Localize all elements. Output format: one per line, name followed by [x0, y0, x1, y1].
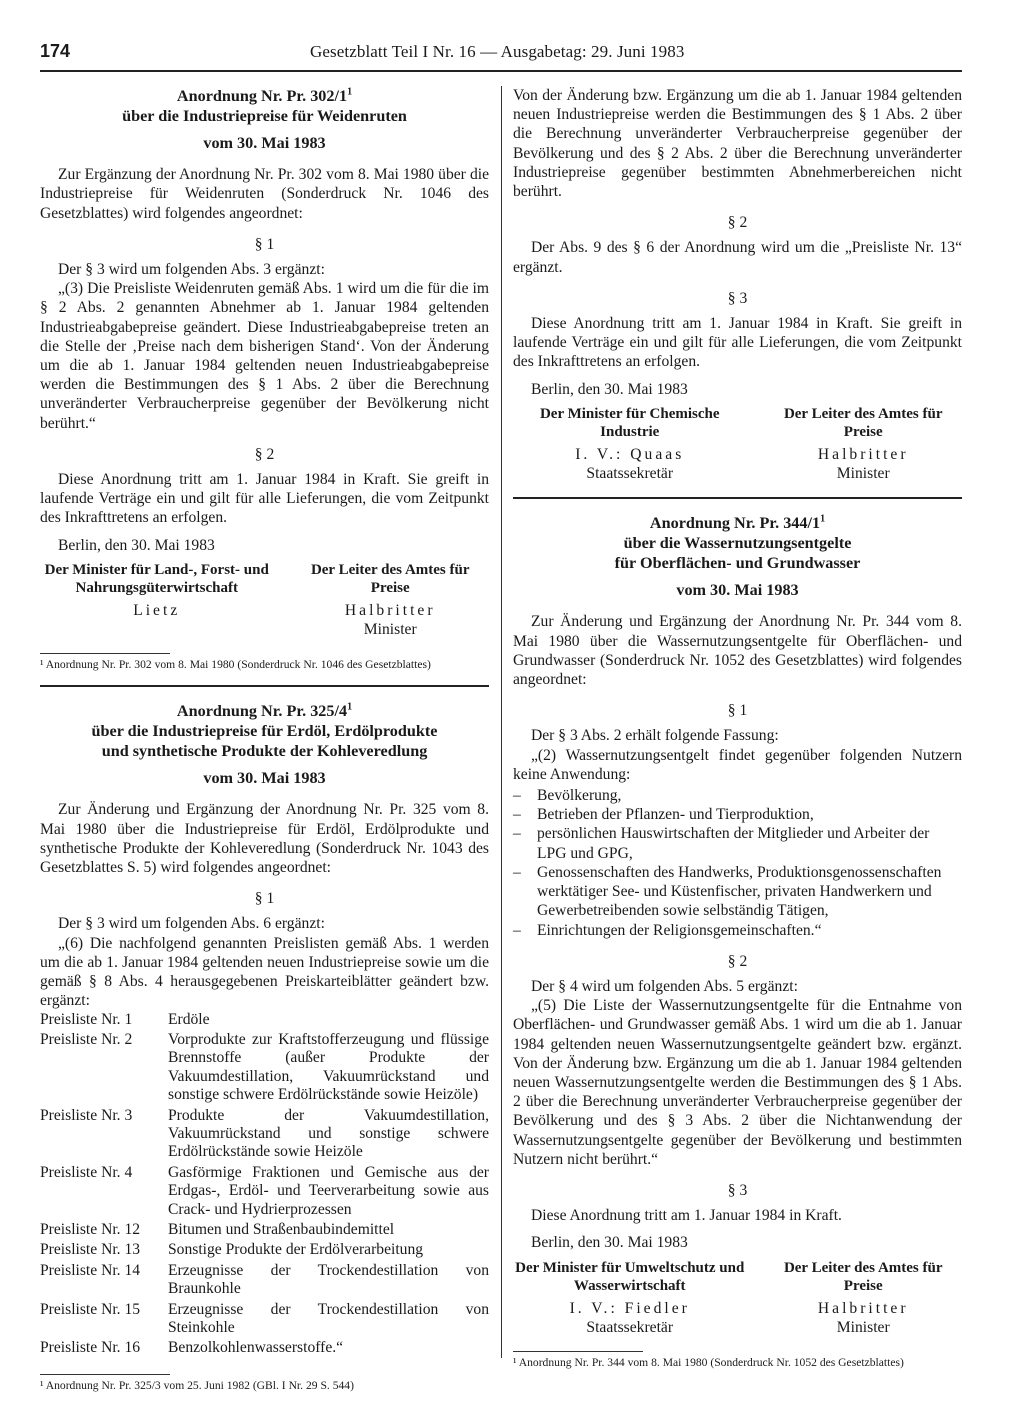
- price-list-label: Preisliste Nr. 14: [40, 1261, 141, 1279]
- section-text: Diese Anordnung tritt am 1. Januar 1984 in Kraft. Sie greift in laufende Verträge ein und gilt für alle Lieferungen, die vom Zeitpunkt des Inkrafttretens an erfolgen.: [40, 471, 489, 527]
- quoted-amendment: „(3) Die Preisliste Weidenruten gemäß Abs. 1 wird um die für die im § 2 Abs. 2 genannten Abnehmer ab 1. Januar 1984 geltenden Industrieabgabepreise geändert. Diese Industrieabgabepreise treten an die Stelle der ‚Preise nach dem bisherigen Stand‘. Von der Änderung um die ab 1. Januar 1984 geltenden neuen Industrieabgabepreise werden die Bestimmungen des § 1 Abs. 2 über die Berechnung unveränderter Verbraucherpreise gegenüber der Bevölkerung nicht berührt.“: [40, 280, 489, 432]
- price-list-description: Benzolkohlenwasserstoffe.“: [168, 1339, 344, 1357]
- page-number: 174: [40, 41, 71, 61]
- section-heading: § 1: [254, 235, 275, 253]
- price-list-label: Preisliste Nr. 13: [40, 1241, 141, 1259]
- quoted-amendment: „(2) Wassernutzungsentgelt findet gegenüber folgenden Nutzern keine Anwendung:: [513, 746, 962, 783]
- footnote-marker: 1: [820, 513, 826, 525]
- price-list-label: Preisliste Nr. 3: [40, 1106, 133, 1124]
- section-heading: § 3: [727, 289, 748, 307]
- ordinance-title: Anordnung Nr. Pr. $325/4^1$ über die Industriepreise für Erdöl, Erdölprodukte und synthetische Produkte der Kohleveredlung: [91, 701, 438, 761]
- price-list-row: [40, 1031, 489, 1107]
- footnote-marker: 1: [347, 86, 353, 98]
- price-list-description: Erzeugnisse der Trockendestillation von Braunkohle: [168, 1261, 489, 1298]
- signature-right: [764, 1259, 962, 1337]
- section-heading: § 2: [254, 445, 275, 463]
- section-heading: § 1: [727, 702, 748, 720]
- signatory-name: I. V.: Fiedler: [569, 1299, 690, 1317]
- signatory-title: Der Leiter des Amtes für Preise: [783, 1259, 943, 1294]
- footnote: ¹ Anordnung Nr. Pr. 344 vom 8. Mai 1980 (Sonderdruck Nr. 1052 des Gesetzblattes): [513, 1355, 904, 1369]
- price-list-row: [40, 1301, 489, 1340]
- price-list-label: Preisliste Nr. 16: [40, 1339, 141, 1357]
- signature-right: [291, 561, 489, 639]
- signature-left: [40, 561, 273, 639]
- ordinance-title: Anordnung Nr. Pr. $344/1^1$ über die Wassernutzungsentgelte für Oberflächen- und Grundwasser: [614, 513, 861, 573]
- price-list-table: [40, 1011, 489, 1360]
- signatory-title: Der Minister für Land-, Forst- und Nahrungsgüterwirtschaft: [44, 561, 269, 596]
- ordinance-date: vom 30. Mai 1983: [203, 769, 326, 788]
- footnote-rule: [40, 1374, 170, 1375]
- section-divider: [40, 685, 489, 687]
- footnote-rule: [513, 1351, 643, 1352]
- list-item: – Einrichtungen der Religionsgemeinschaften.“: [513, 921, 962, 940]
- signatory-name: Lietz: [133, 601, 181, 619]
- signatory-title: Der Minister für Chemische Industrie: [539, 405, 720, 440]
- price-list-row: [40, 1262, 489, 1301]
- signatory-name: Halbritter: [344, 601, 436, 619]
- price-list-label: Preisliste Nr. 4: [40, 1163, 133, 1181]
- place-date: Berlin, den 30. Mai 1983: [531, 380, 688, 398]
- signatory-role: Minister: [836, 465, 890, 483]
- signatory-role: Staatssekretär: [586, 465, 674, 483]
- list-item: – Betrieben der Pflanzen- und Tierproduktion,: [513, 805, 962, 824]
- signatory-title: Der Minister für Umweltschutz und Wasserwirtschaft: [515, 1259, 745, 1294]
- signature-left: [513, 1259, 746, 1337]
- price-list-description: Erdöle: [168, 1010, 210, 1028]
- section-text: Der § 3 wird um folgenden Abs. 3 ergänzt:: [58, 261, 325, 279]
- price-list-row: [40, 1011, 489, 1031]
- intro-paragraph: Zur Änderung und Ergänzung der Anordnung Nr. Pr. 325 vom 8. Mai 1980 über die Industriepreise für Erdöl, Erdölprodukte und synthetische Produkte der Kohleveredlung (Sonderdruck Nr. 1043 des Gesetzblattes S. 5) wird folgendes angeordnet:: [40, 801, 489, 877]
- signatory-role: Minister: [836, 1318, 890, 1336]
- section-heading: § 1: [254, 890, 275, 908]
- ordinance-325-continued: [513, 86, 962, 483]
- price-list-row: [40, 1339, 489, 1359]
- footnote-rule: [40, 653, 170, 654]
- price-list-description: Gasförmige Fraktionen und Gemische aus der Erdgas-, Erdöl- und Teerverarbeitung sowie aus Crack- und Hydrierprozessen: [168, 1163, 489, 1218]
- quoted-amendment: „(5) Die Liste der Wassernutzungsentgelte für die Entnahme von Oberflächen- und Grundwasser gemäß Abs. 1 wird um die ab 1. Januar 1984 geltenden neuen Wassernutzungsentgelte geändert bzw. ergänzt. Von der Änderung bzw. Ergänzung um die ab 1. Januar 1984 geltenden neuen Wassernutzungsentgelte werden die Bestimmungen des § 1 Abs. 2 über die Berechnung unveränderter Verbraucherpreise gegenüber der Bevölkerung und des § 3 Abs. 2 über die Nichtanwendung der Wassernutzungsentgelte gegenüber der Bevölkerung und bestimmten Nutzern nicht berührt.“: [513, 997, 962, 1168]
- price-list-description: Bitumen und Straßenbaubindemittel: [168, 1220, 395, 1238]
- section-heading: § 2: [727, 214, 748, 232]
- price-list-label: Preisliste Nr. 1: [40, 1010, 133, 1028]
- section-text: Der Abs. 9 des § 6 der Anordnung wird um die „Preisliste Nr. 13“ ergänzt.: [513, 239, 962, 276]
- ordinance-302: [40, 86, 489, 671]
- list-item: – Bevölkerung,: [513, 786, 962, 805]
- price-list-description: Produkte der Vakuumdestillation, Vakuumrückstand und sonstige schwere Erdölrückstände sowie Heizöle: [168, 1106, 489, 1161]
- section-divider: [513, 497, 962, 499]
- price-list-row: [40, 1241, 489, 1261]
- section-heading: § 2: [727, 952, 748, 970]
- signatory-role: Staatssekretär: [586, 1318, 674, 1336]
- price-list-row: [40, 1164, 489, 1221]
- ordinance-344: [513, 513, 962, 1369]
- signature-block: [513, 1259, 962, 1337]
- ordinance-date: vom 30. Mai 1983: [203, 134, 326, 152]
- section-text: Der § 3 wird um folgenden Abs. 6 ergänzt:: [58, 915, 325, 933]
- quoted-amendment: „(6) Die nachfolgend genannten Preislisten gemäß Abs. 1 werden um die ab 1. Januar 1984 geltenden neuen Industriepreise sowie um die gemäß § 8 Abs. 4 herausgegebenen Preiskarteiblätter geändert bzw. ergänzt:: [40, 934, 489, 1010]
- signature-left: [513, 405, 746, 483]
- right-column: [513, 86, 962, 1369]
- signatory-name: Halbritter: [817, 445, 909, 463]
- list-item: – Genossenschaften des Handwerks, Produktionsgenossenschaften werktätiger See- und Küstenfischer, privaten Handwerkern und Gewerbetreibenden sowie selbständig Tätigen,: [513, 863, 962, 921]
- signatory-title: Der Leiter des Amtes für Preise: [310, 561, 470, 596]
- price-list-description: Sonstige Produkte der Erdölverarbeitung: [168, 1241, 424, 1259]
- column-divider: [501, 86, 502, 1358]
- price-list-description: Vorprodukte zur Kraftstofferzeugung und flüssige Brennstoffe (außer Produkte der Vakuumdestillation, Vakuumrückstand und sonstige schwere Erdölrückstände sowie Heizöle): [168, 1030, 489, 1104]
- signature-right: [764, 405, 962, 483]
- price-list-label: Preisliste Nr. 15: [40, 1300, 141, 1318]
- price-list-label: Preisliste Nr. 2: [40, 1030, 133, 1048]
- place-date: Berlin, den 30. Mai 1983: [531, 1234, 688, 1252]
- footnote: ¹ Anordnung Nr. Pr. 325/3 vom 25. Juni 1982 (GBl. I Nr. 29 S. 544): [40, 1378, 354, 1392]
- section-text: Diese Anordnung tritt am 1. Januar 1984 in Kraft.: [531, 1207, 842, 1225]
- section-text: Der § 4 wird um folgenden Abs. 5 ergänzt:: [531, 977, 798, 995]
- left-column: [40, 86, 489, 1392]
- price-list-row: [40, 1221, 489, 1241]
- place-date: Berlin, den 30. Mai 1983: [58, 536, 215, 554]
- signatory-role: Minister: [363, 621, 417, 639]
- running-title: Gesetzblatt Teil I Nr. 16 — Ausgabetag: 29. Juni 1983: [310, 42, 685, 61]
- intro-paragraph: Zur Änderung und Ergänzung der Anordnung Nr. Pr. 344 vom 8. Mai 1980 über die Wassernutzungsentgelte für Oberflächen- und Grundwasser (Sonderdruck Nr. 1052 des Gesetzblattes) wird folgendes angeordnet:: [513, 613, 962, 689]
- signature-block: [40, 561, 489, 639]
- ordinance-date: vom 30. Mai 1983: [676, 581, 799, 600]
- signatory-name: I. V.: Quaas: [575, 445, 685, 463]
- price-list-label: Preisliste Nr. 12: [40, 1220, 141, 1238]
- signatory-title: Der Leiter des Amtes für Preise: [783, 405, 943, 440]
- continuation-paragraph: Von der Änderung bzw. Ergänzung um die ab 1. Januar 1984 geltenden neuen Industriepreise werden die Bestimmungen des § 1 Abs. 2 über die Berechnung unveränderter Verbraucherpreise gegenüber der Bevölkerung und des § 2 Abs. 2 über die Berechnung unveränderter Industriepreise gegenüber bestimmten Abnehmerbereichen nicht berührt.: [513, 87, 962, 201]
- signatory-name: Halbritter: [817, 1299, 909, 1317]
- section-text: Der § 3 Abs. 2 erhält folgende Fassung:: [531, 727, 779, 745]
- section-heading: § 3: [727, 1181, 748, 1199]
- ordinance-title: Anordnung Nr. Pr. $302/1^1$ über die Industriepreise für Weidenruten: [122, 86, 407, 125]
- footnote: ¹ Anordnung Nr. Pr. 302 vom 8. Mai 1980 (Sonderdruck Nr. 1046 des Gesetzblattes): [40, 658, 431, 672]
- ordinance-325: [40, 701, 489, 1392]
- price-list-row: [40, 1107, 489, 1164]
- list-item: – persönlichen Hauswirtschaften der Mitglieder und Arbeiter der LPG und GPG,: [513, 824, 962, 862]
- intro-paragraph: Zur Ergänzung der Anordnung Nr. Pr. 302 vom 8. Mai 1980 über die Industriepreise für Weidenruten (Sonderdruck Nr. 1046 des Gesetzblattes) wird folgendes angeordnet:: [40, 166, 489, 222]
- footnote-marker: 1: [347, 701, 353, 713]
- exemption-list: [513, 786, 962, 940]
- price-list-description: Erzeugnisse der Trockendestillation von Steinkohle: [168, 1300, 489, 1336]
- section-text: Diese Anordnung tritt am 1. Januar 1984 in Kraft. Sie greift in laufende Verträge ein und gilt für alle Lieferungen, die vom Zeitpunkt des Inkrafttretens an erfolgen.: [513, 315, 962, 371]
- signature-block: [513, 405, 962, 483]
- page-header: [40, 40, 962, 72]
